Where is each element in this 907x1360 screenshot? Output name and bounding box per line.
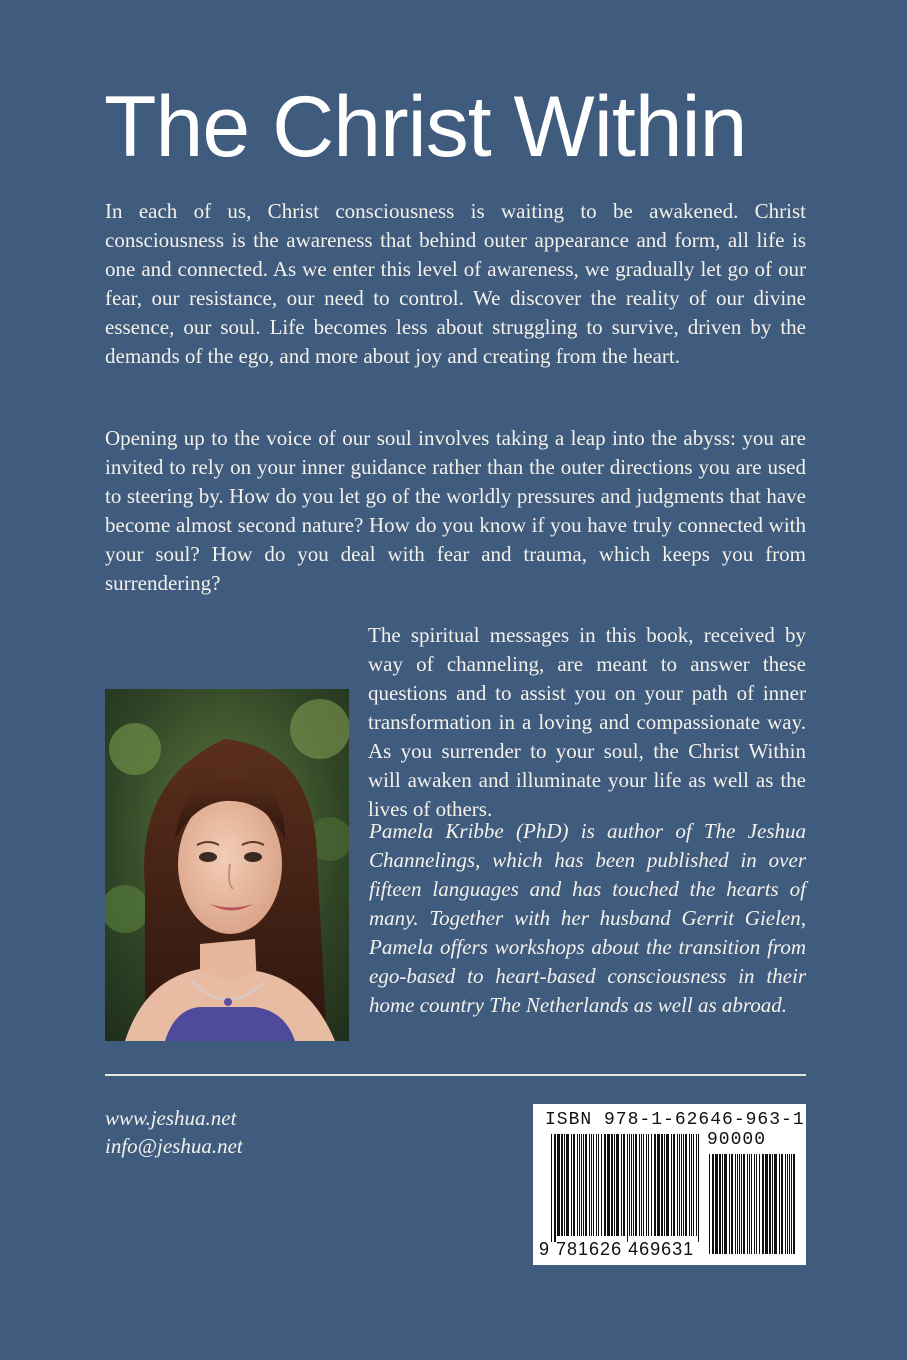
barcode-bar bbox=[564, 1134, 565, 1236]
barcode-bar bbox=[593, 1134, 594, 1236]
barcode-addon-bar bbox=[762, 1154, 764, 1254]
barcode-bar bbox=[683, 1134, 684, 1236]
barcode-addon-bar bbox=[765, 1154, 768, 1254]
barcode-addon-bar bbox=[712, 1154, 714, 1254]
barcode-addon-bar bbox=[731, 1154, 733, 1254]
barcode-bar bbox=[685, 1134, 687, 1236]
barcode-bar bbox=[581, 1134, 582, 1236]
barcode-bar bbox=[679, 1134, 680, 1236]
barcode-addon-bar bbox=[739, 1154, 740, 1254]
barcode-addon-bar bbox=[747, 1154, 748, 1254]
barcode-bar bbox=[641, 1134, 642, 1236]
barcode-bar bbox=[616, 1134, 619, 1236]
isbn-barcode bbox=[533, 1104, 806, 1265]
ean-digits: 9 781626 469631 bbox=[539, 1239, 695, 1259]
barcode-bar bbox=[583, 1134, 584, 1236]
barcode-addon-bar bbox=[756, 1154, 757, 1254]
email-link[interactable]: info@jeshua.net bbox=[105, 1134, 243, 1158]
barcode-bar bbox=[689, 1134, 690, 1236]
barcode-bar bbox=[601, 1134, 602, 1236]
barcode-addon-bar bbox=[781, 1154, 783, 1254]
barcode-addon-bar bbox=[769, 1154, 771, 1254]
barcode-bar bbox=[596, 1134, 597, 1236]
barcode-bar bbox=[589, 1134, 590, 1236]
barcode-bar bbox=[554, 1134, 556, 1242]
barcode-bar bbox=[591, 1134, 592, 1236]
author-portrait-image bbox=[105, 689, 349, 1041]
author-bio: Pamela Kribbe (PhD) is author of The Jeshua Channelings, which has been published in over fifteen languages and has touched the hearts of many. Together with her husband Gerrit Gielen, Pamela offers workshops about the transition from ego-based to heart-based consciousness in their home country The Netherlands as well as abroad. bbox=[369, 819, 806, 1017]
barcode-addon-bar bbox=[787, 1154, 788, 1254]
barcode-bar bbox=[631, 1134, 632, 1236]
barcode-bar bbox=[651, 1134, 652, 1236]
barcode-bar bbox=[561, 1134, 563, 1236]
barcode-addon-bar bbox=[749, 1154, 750, 1254]
barcode-bar bbox=[629, 1134, 630, 1236]
barcode-addon-bar bbox=[793, 1154, 795, 1254]
contact-info bbox=[105, 1104, 243, 1160]
barcode-addon-bar bbox=[785, 1154, 786, 1254]
divider bbox=[105, 1074, 806, 1076]
barcode-addon-bar bbox=[724, 1154, 727, 1254]
barcode-bar bbox=[607, 1134, 610, 1236]
barcode-bar bbox=[566, 1134, 569, 1236]
barcode-bar bbox=[585, 1134, 587, 1236]
barcode-bar bbox=[579, 1134, 580, 1236]
barcode-addon-bar bbox=[751, 1154, 752, 1254]
barcode-addon-bar bbox=[779, 1154, 780, 1254]
barcode-bar bbox=[639, 1134, 640, 1236]
barcode-bar bbox=[677, 1134, 678, 1236]
website-link[interactable]: www.jeshua.net bbox=[105, 1106, 237, 1130]
isbn-text: ISBN 978-1-62646-963-1 bbox=[545, 1110, 805, 1130]
barcode-bar bbox=[571, 1134, 572, 1236]
barcode-bar bbox=[673, 1134, 675, 1236]
barcode-addon-bar bbox=[729, 1154, 730, 1254]
barcode-bar bbox=[604, 1134, 606, 1236]
barcode-bar bbox=[598, 1134, 599, 1236]
barcode-bar bbox=[661, 1134, 663, 1236]
barcode-bar bbox=[646, 1134, 647, 1236]
barcode-addon-bar bbox=[772, 1154, 773, 1254]
barcode-bar bbox=[635, 1134, 637, 1236]
barcode-bar bbox=[551, 1134, 552, 1242]
barcode-addon-bar bbox=[754, 1154, 755, 1254]
barcode-addon-bar bbox=[741, 1154, 742, 1254]
barcode-bar bbox=[696, 1134, 697, 1236]
price-addon-text: 90000 bbox=[707, 1130, 767, 1150]
barcode-bar bbox=[671, 1134, 672, 1236]
barcode-bar bbox=[654, 1134, 656, 1236]
barcode-addon-bar bbox=[737, 1154, 738, 1254]
barcode-bar bbox=[664, 1134, 665, 1236]
barcode-addon-bar bbox=[709, 1154, 710, 1254]
barcode-bar bbox=[621, 1134, 622, 1236]
book-title: The Christ Within bbox=[104, 79, 747, 175]
barcode-addon-bar bbox=[774, 1154, 777, 1254]
barcode-bar bbox=[633, 1134, 634, 1236]
barcode-bar bbox=[666, 1134, 669, 1236]
barcode-bar bbox=[657, 1134, 660, 1236]
barcode-bar bbox=[577, 1134, 578, 1236]
barcode-bar bbox=[623, 1134, 625, 1236]
barcode-bar bbox=[693, 1134, 694, 1236]
barcode-bar bbox=[573, 1134, 575, 1236]
description-paragraph-1: In each of us, Christ consciousness is waiting to be awakened. Christ consciousness is the awareness that behind outer appearance and form, all life is one and connected. As we enter this level of awareness, we gradually let go of our fear, our resistance, our need to control. We discover the reality of our divine essence, our soul. Life becomes less about struggling to survive, driven by the demands of the ego, and more about joy and creating from the heart. bbox=[105, 199, 806, 368]
barcode-bar bbox=[691, 1134, 692, 1236]
barcode-addon-bar bbox=[791, 1154, 792, 1254]
barcode-bar bbox=[648, 1134, 649, 1236]
barcode-bar bbox=[627, 1134, 628, 1242]
barcode-bar bbox=[611, 1134, 613, 1236]
barcode-bar bbox=[643, 1134, 644, 1236]
barcode-bar bbox=[698, 1134, 699, 1242]
barcode-addon-bar bbox=[722, 1154, 723, 1254]
barcode-addon-bar bbox=[715, 1154, 718, 1254]
barcode-bar bbox=[557, 1134, 560, 1236]
barcode-addon-bar bbox=[743, 1154, 745, 1254]
description-paragraph-2: Opening up to the voice of our soul involves taking a leap into the abyss: you are invited to rely on your inner guidance rather than the outer directions you are used to steering by. How do you let go of the worldly pressures and judgments that have become almost second nature? How do you know if you have truly connected with your soul? How do you deal with fear and trauma, which keeps you from surrendering? bbox=[105, 426, 806, 595]
barcode-addon-bar bbox=[759, 1154, 760, 1254]
barcode-addon-bar bbox=[719, 1154, 721, 1254]
description-paragraph-3-text: The spiritual messages in this book, received by way of channeling, are meant to answer these questions and to assist you on your path of inner transformation in a loving and compassionate way. As you surrender to your soul, the Christ Within will awaken and illuminate your life as well as the lives of others. bbox=[368, 623, 806, 821]
barcode-addon-bar bbox=[735, 1154, 736, 1254]
author-photo bbox=[105, 689, 349, 1041]
barcode-bar bbox=[681, 1134, 682, 1236]
barcode-addon-bar bbox=[789, 1154, 790, 1254]
barcode-bar bbox=[614, 1134, 615, 1236]
